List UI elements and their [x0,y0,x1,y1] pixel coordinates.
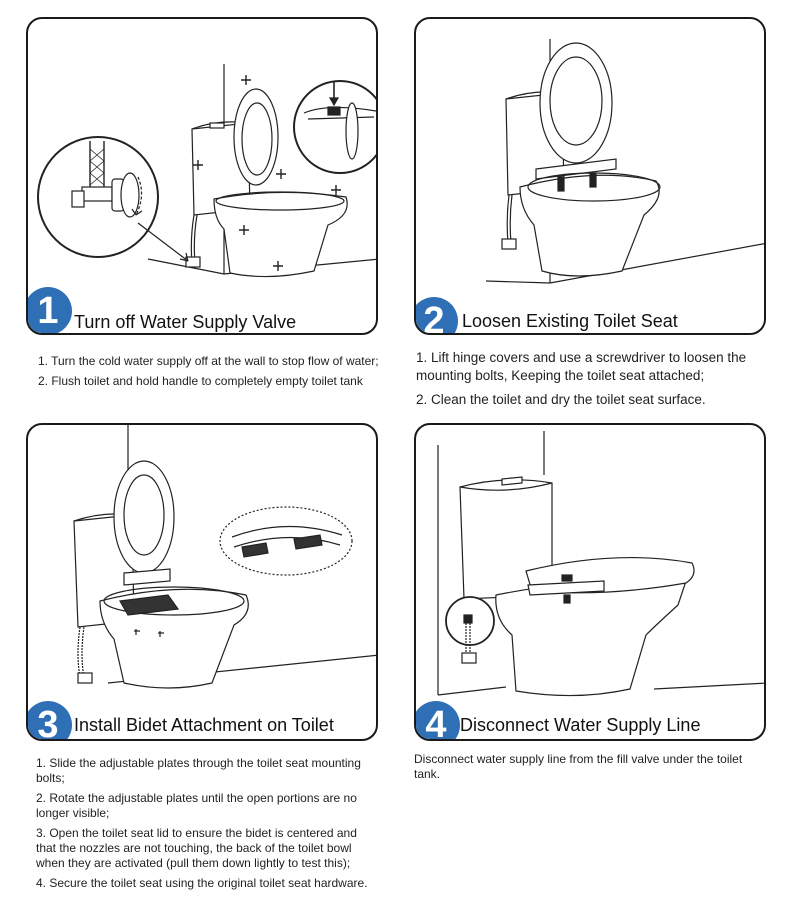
step-2-instructions [416,349,766,415]
step-3-instruction: 2. Rotate the adjustable plates until the open portions are no longer visible; [36,791,357,820]
step-3-illustration [28,425,378,741]
step-3-instruction: 1. Slide the adjustable plates through the toilet seat mounting bolts; [36,756,361,785]
step-4-instruction: Disconnect water supply line from the fill valve under the toilet tank. [414,752,743,781]
step-3-instructions [36,756,376,896]
step-2-number-badge: 2 [414,297,458,335]
step-2-panel [414,17,766,335]
step-4-instructions [414,752,754,787]
step-4-panel [414,423,766,741]
step-3-title: Install Bidet Attachment on Toilet [74,715,334,735]
step-1-instruction: 2. Flush toilet and hold handle to completely empty toilet tank [38,374,363,388]
step-1-panel [26,17,378,335]
step-1-illustration [28,19,378,335]
step-3-instruction: 3. Open the toilet seat lid to ensure the bidet is centered and that the nozzles are not touching, the back of the toilet bowl when they are activated (pull them down lightly to test this); [36,826,357,870]
step-1-instruction: 1. Turn the cold water supply off at the wall to stop flow of water; [38,354,379,368]
step-2-illustration [416,19,766,335]
step-2-instruction: 1. Lift hinge covers and use a screwdriver to loosen the mounting bolts, Keeping the toilet seat attached; [416,350,747,383]
step-4-title: Disconnect Water Supply Line [460,715,701,735]
step-1-title: Turn off Water Supply Valve [74,312,297,332]
step-3-instruction: 4. Secure the toilet seat using the original toilet seat hardware. [36,876,368,890]
step-2-title: Loosen Existing Toilet Seat [462,311,678,331]
step-3-number-badge: 3 [26,701,72,741]
step-3-panel [26,423,378,741]
step-1-instructions [38,354,388,394]
step-4-illustration [416,425,766,741]
step-2-instruction: 2. Clean the toilet and dry the toilet seat surface. [416,392,706,407]
step-4-number-badge: 4 [414,701,460,741]
step-1-number-badge: 1 [26,287,72,335]
